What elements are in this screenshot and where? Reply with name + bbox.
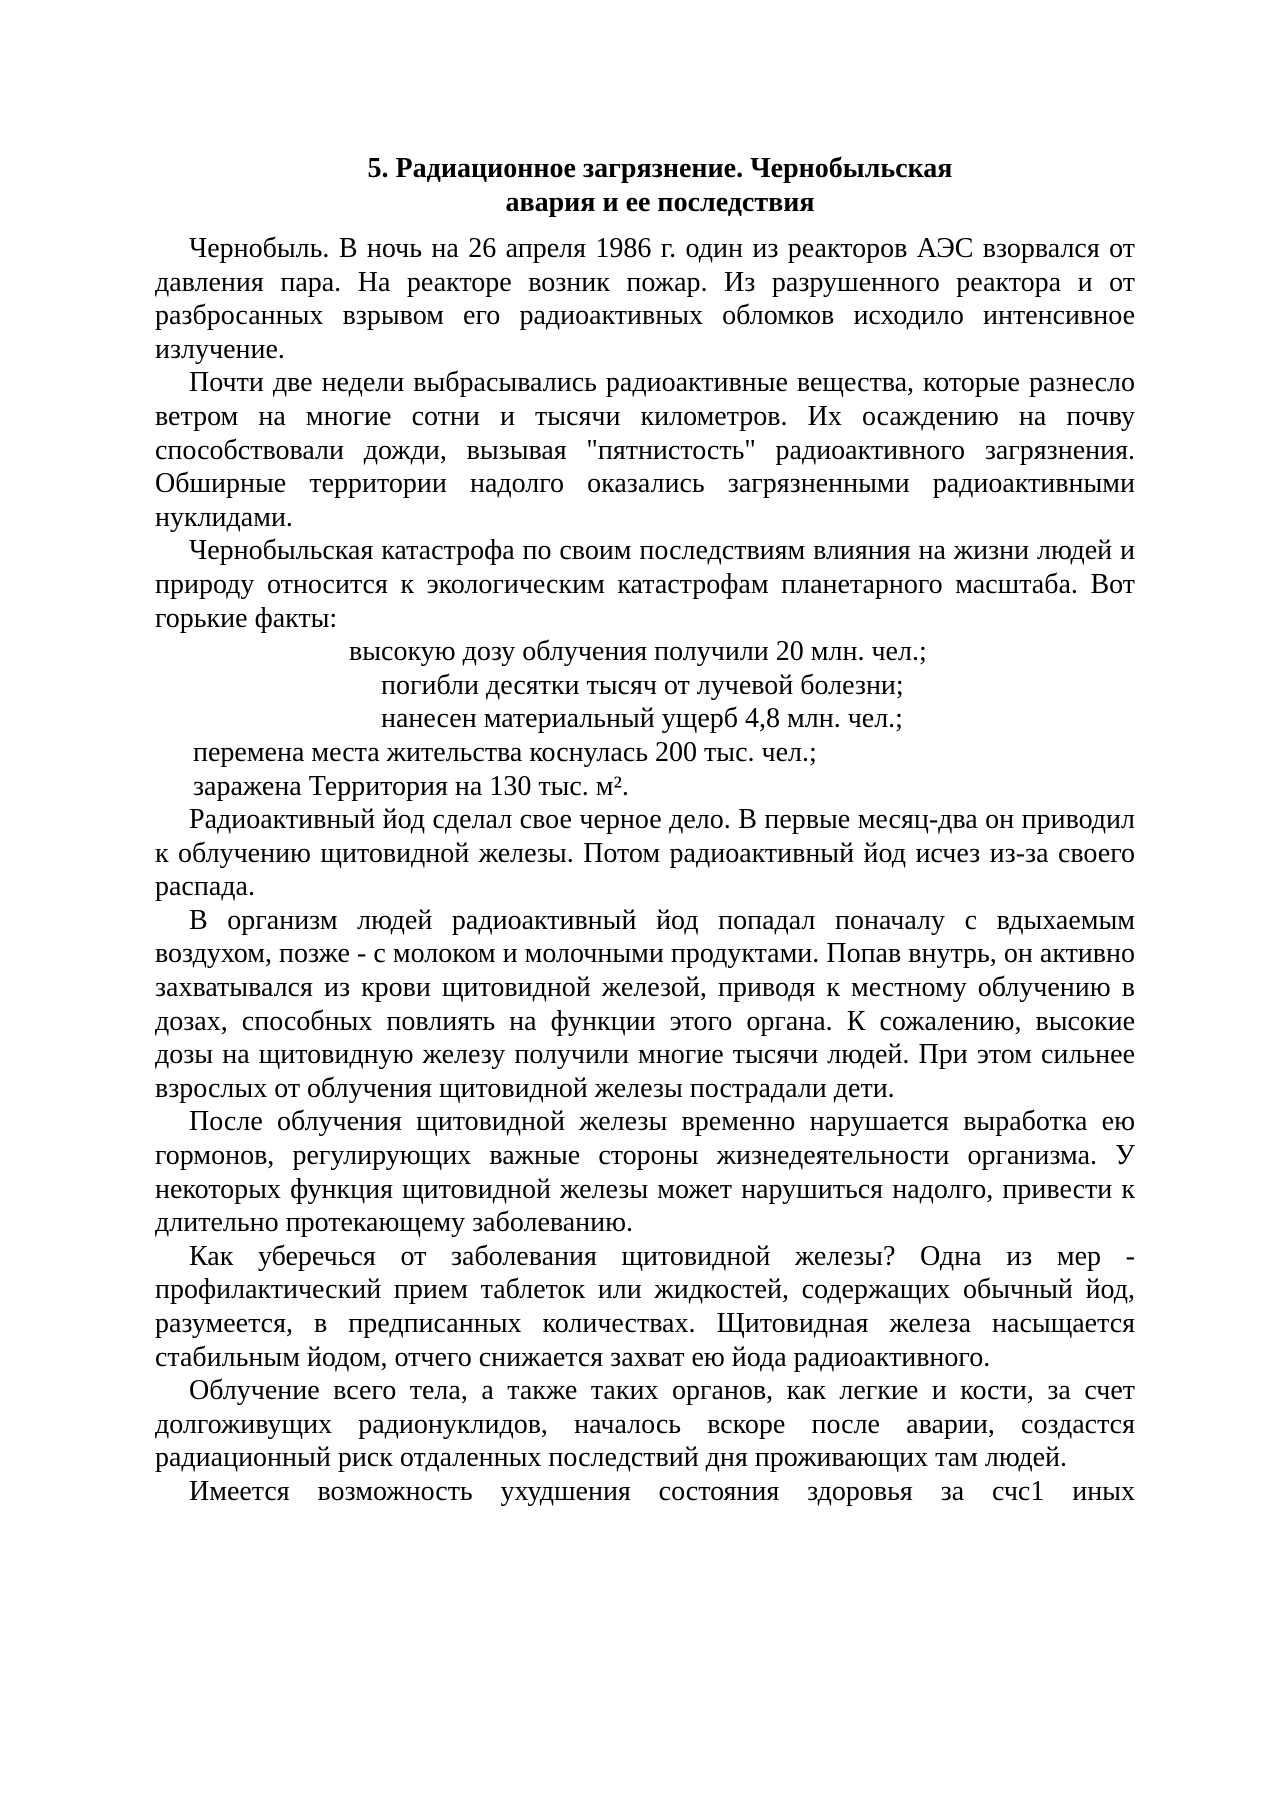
fact-item: перемена места жительства коснулась 200 тыс. чел.; <box>193 736 817 768</box>
fact-item: заражена Территория на 130 тыс. м². <box>193 770 629 802</box>
paragraph-iodine-intake: В организм людей радиоактивный йод попадал поначалу с вдыхаемым воздухом, позже - с молоком и молочными продуктами. Попав внутрь, он активно захватывался из крови щитовидной железой, приводя к местному облучению в дозах, способных повлиять на функции этого органа. К сожалению, высокие дозы на щитовидную железу получили многие тысячи людей. При этом сильнее взрослых от облучения щитовидной железы пострадали дети. <box>155 904 1135 1104</box>
paragraph-iodine: Радиоактивный йод сделал свое черное дело. В первые месяц-два он приводил к облучению щитовидной железы. Потом радиоактивный йод исчез из-за своего распада. <box>155 804 1135 903</box>
page-title-line-2: авария и ее последствия <box>505 187 815 218</box>
fact-item: погибли десятки тысяч от лучевой болезни; <box>381 669 904 701</box>
paragraph-catastrophe: Чернобыльская катастрофа по своим последствиям влияния на жизни людей и природу относится к экологическим катастрофам планетарного масштаба. Вот горькие факты: <box>155 535 1135 634</box>
paragraph-thyroid-effects: После облучения щитовидной железы временно нарушается выработка ею гормонов, регулирующих важные стороны жизнедеятельности организма. У некоторых функция щитовидной железы может нарушиться надолго, привести к длительно протекающему заболеванию. <box>155 1106 1135 1239</box>
facts-list <box>155 635 1135 803</box>
paragraph-prevention: Как уберечься от заболевания щитовидной железы? Одна из мер - профилактический прием таблеток или жидкостей, содержащих обычный йод, разумеется, в предписанных количествах. Щитовидная железа насыщается стабильным йодом, отчего снижается захват ею йода радиоактивного. <box>155 1240 1135 1373</box>
document-body <box>155 232 1135 1509</box>
fact-item: высокую дозу облучения получили 20 млн. чел.; <box>349 636 927 668</box>
paragraph-last-line: Имеется возможность ухудшения состояния здоровья за счс1 иных <box>189 1475 1135 1507</box>
page-title-line-1: 5. Радиационное загрязнение. Чернобыльская <box>367 153 953 184</box>
paragraph-whole-body: Облучение всего тела, а также таких органов, как легкие и кости, за счет долгоживущих радионуклидов, началось вскоре после аварии, создастся радиационный риск отдаленных последствий дня проживающих там людей. <box>155 1375 1135 1474</box>
paragraph-chernobyl-intro: Чернобыль. В ночь на 26 апреля 1986 г. один из реакторов АЭС взорвался от давления пара. На реакторе возник пожар. Из разрушенного реактора и от разбросанных взрывом его радиоактивных обломков исходило интенсивное излучение. <box>155 233 1135 365</box>
paragraph-emissions: Почти две недели выбрасывались радиоактивные вещества, которые разнесло ветром на многие сотни и тысячи километров. Их осаждению на почву способствовали дожди, вызывая "пятнистость" радиоактивного загрязнения. Обширные территории надолго оказались загрязненными радиоактивными нуклидами. <box>155 367 1135 533</box>
fact-item: нанесен материальный ущерб 4,8 млн. чел.; <box>381 703 903 735</box>
